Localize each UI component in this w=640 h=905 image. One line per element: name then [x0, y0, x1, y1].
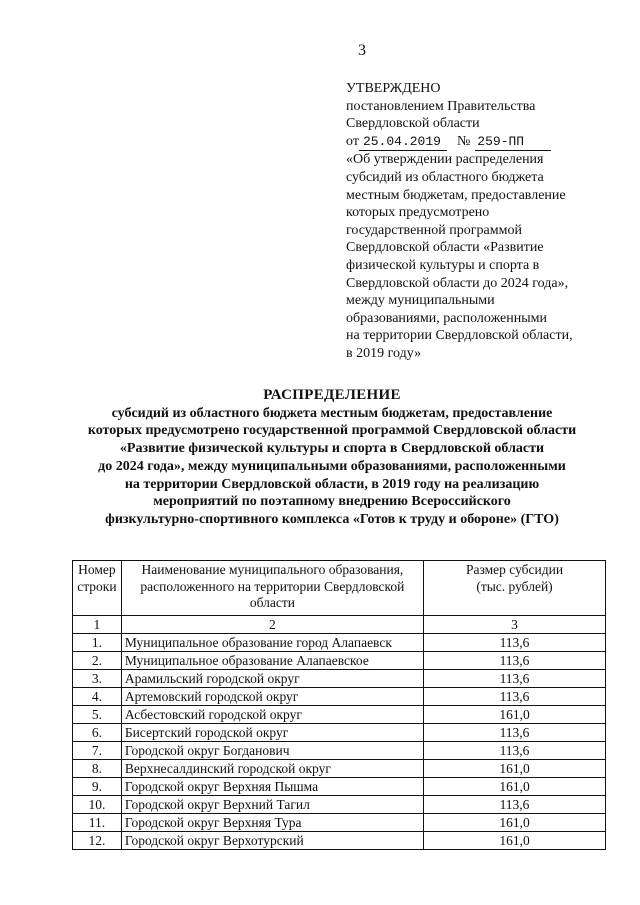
- table-row: [73, 688, 606, 706]
- subsidy-amount: 161,0: [424, 814, 606, 832]
- header-municipality: Наименование муниципального образования, расположенного на территории Свердловской области: [121, 561, 423, 616]
- approval-number: 259-ПП: [475, 133, 551, 152]
- approval-quote-line: государственной программой: [346, 222, 522, 238]
- municipality-name: Муниципальное образование город Алапаевск: [121, 634, 423, 652]
- index-cell: 3: [424, 616, 606, 634]
- subsidy-amount: 161,0: [424, 760, 606, 778]
- approval-quote-line: Свердловской области «Развитие: [346, 240, 544, 256]
- municipality-name: Арамильский городской округ: [121, 670, 423, 688]
- table-row: [73, 796, 606, 814]
- table-row: [73, 652, 606, 670]
- subsidy-amount: 113,6: [424, 652, 606, 670]
- approval-date: 25.04.2019: [359, 133, 447, 152]
- approval-quote-line: «Об утверждении распределения: [346, 152, 544, 168]
- approval-quote-line: местным бюджетам, предоставление: [346, 187, 566, 203]
- municipality-name: Артемовский городской округ: [121, 688, 423, 706]
- row-number: 11.: [73, 814, 122, 832]
- municipality-name: Асбестовский городской округ: [121, 706, 423, 724]
- number-sign: №: [456, 133, 471, 149]
- approval-line-1: постановлением Правительства: [346, 98, 536, 114]
- row-number: 5.: [73, 706, 122, 724]
- municipality-name: Бисертский городской округ: [121, 724, 423, 742]
- row-number: 7.: [73, 742, 122, 760]
- header-row-number-line-2: строки: [77, 578, 117, 594]
- subsidy-amount: 113,6: [424, 670, 606, 688]
- row-number: 1.: [73, 634, 122, 652]
- header-row-number: [73, 561, 122, 616]
- header-row-number-line-1: Номер: [78, 562, 116, 577]
- approval-stamp: [346, 80, 610, 363]
- subsidy-amount: 113,6: [424, 742, 606, 760]
- subsidy-amount: 161,0: [424, 832, 606, 850]
- table-row: [73, 814, 606, 832]
- header-amount: [424, 561, 606, 616]
- subsidy-amount: 113,6: [424, 688, 606, 706]
- municipality-name: Муниципальное образование Алапаевское: [121, 652, 423, 670]
- row-number: 9.: [73, 778, 122, 796]
- approval-quote-line: субсидий из областного бюджета: [346, 169, 544, 185]
- table-header-row: [73, 561, 606, 616]
- row-number: 10.: [73, 796, 122, 814]
- index-cell: 1: [73, 616, 122, 634]
- subsidy-amount: 161,0: [424, 778, 606, 796]
- title-line: физкультурно-спортивного комплекса «Готов к труду и обороне» (ГТО): [105, 511, 559, 527]
- document-title: [40, 387, 624, 529]
- row-number: 6.: [73, 724, 122, 742]
- header-amount-line-2: (тыс. рублей): [476, 578, 553, 594]
- title-line: субсидий из областного бюджета местным бюджетам, предоставление: [111, 405, 553, 421]
- table-index-row: [73, 616, 606, 634]
- title-line: «Развитие физической культуры и спорта в Свердловской области: [119, 441, 545, 457]
- title-line: мероприятий по поэтапному внедрению Всероссийского: [153, 494, 511, 510]
- subsidy-amount: 113,6: [424, 796, 606, 814]
- header-amount-line-1: Размер субсидии: [465, 562, 564, 577]
- approval-date-line: [346, 133, 610, 152]
- subsidy-amount: 161,0: [424, 706, 606, 724]
- table-row: [73, 760, 606, 778]
- page-number: 3: [358, 42, 366, 59]
- subsidy-table: [72, 560, 606, 850]
- title-line: которых предусмотрено государственной программой Свердловской области: [87, 423, 577, 439]
- approval-quote-line: между муниципальными: [346, 293, 495, 309]
- approval-quote-line: образованиями, расположенными: [346, 310, 548, 326]
- approval-quote-line: физической культуры и спорта в: [346, 257, 540, 273]
- approval-quote-line: в 2019 году»: [346, 345, 422, 361]
- date-prefix: от: [346, 133, 359, 149]
- table-row: [73, 670, 606, 688]
- subsidy-amount: 113,6: [424, 634, 606, 652]
- approval-heading: УТВЕРЖДЕНО: [346, 81, 441, 96]
- table-row: [73, 634, 606, 652]
- municipality-name: Городской округ Верхний Тагил: [121, 796, 423, 814]
- municipality-name: Городской округ Верхняя Тура: [121, 814, 423, 832]
- approval-quote-line: на территории Свердловской области,: [346, 328, 573, 344]
- subsidy-amount: 113,6: [424, 724, 606, 742]
- table-row: [73, 742, 606, 760]
- approval-quote-line: которых предусмотрено: [346, 205, 490, 221]
- municipality-name: Городской округ Верхняя Пышма: [121, 778, 423, 796]
- approval-quote-line: Свердловской области до 2024 года»,: [346, 275, 569, 291]
- table-row: [73, 832, 606, 850]
- table-row: [73, 778, 606, 796]
- row-number: 3.: [73, 670, 122, 688]
- title-line: на территории Свердловской области, в 2019 году на реализацию: [124, 476, 540, 492]
- row-number: 2.: [73, 652, 122, 670]
- row-number: 4.: [73, 688, 122, 706]
- table-row: [73, 724, 606, 742]
- approval-line-2: Свердловской области: [346, 116, 480, 132]
- row-number: 8.: [73, 760, 122, 778]
- index-cell: 2: [121, 616, 423, 634]
- table-row: [73, 706, 606, 724]
- municipality-name: Верхнесалдинский городской округ: [121, 760, 423, 778]
- municipality-name: Городской округ Богданович: [121, 742, 423, 760]
- row-number: 12.: [73, 832, 122, 850]
- title-main: РАСПРЕДЕЛЕНИЕ: [263, 387, 401, 403]
- title-line: до 2024 года», между муниципальными образованиями, расположенными: [98, 458, 566, 474]
- municipality-name: Городской округ Верхотурский: [121, 832, 423, 850]
